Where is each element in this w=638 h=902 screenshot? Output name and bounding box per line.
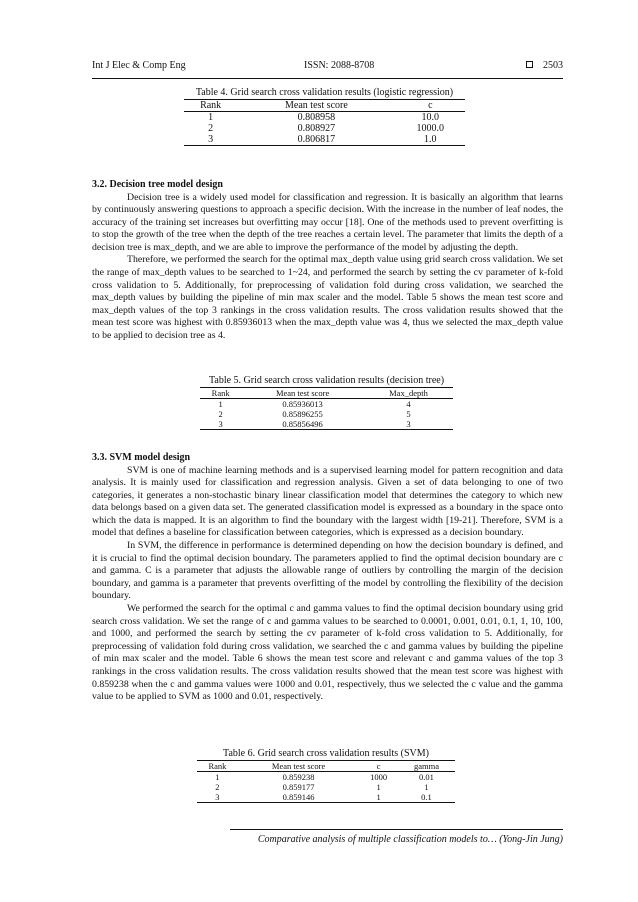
table-cell: 1000.0 — [416, 123, 445, 134]
table-cell: 3 — [200, 419, 241, 430]
table-row — [184, 123, 465, 134]
table-row — [197, 772, 455, 783]
table-cell: 1 — [359, 792, 398, 803]
table-cell: 3 — [364, 419, 453, 430]
section-3-2-heading: 3.2. Decision tree model design — [92, 179, 223, 190]
table-5-caption: Table 5. Grid search cross validation results (decision tree) — [208, 375, 445, 386]
table-cell: 1 — [215, 772, 220, 782]
table-cell: 0.1 — [398, 792, 455, 803]
table-cell: 0.808927 — [297, 123, 336, 134]
table-6-caption: Table 6. Grid search cross validation results (SVM) — [223, 748, 429, 759]
table-6-header-score: Mean test score — [238, 761, 359, 772]
section-3-3-heading: 3.3. SVM model design — [92, 452, 191, 463]
table-row — [200, 419, 453, 430]
table-cell: 0.859238 — [282, 772, 315, 782]
table-cell: 3 — [184, 134, 237, 146]
table-cell: 0.01 — [419, 772, 434, 782]
table-6-grid — [197, 760, 455, 803]
table-cell: 0.808958 — [297, 112, 336, 123]
table-cell: 2 — [215, 782, 220, 792]
table-row — [184, 112, 465, 124]
issn: ISSN: 2088-8708 — [304, 60, 375, 71]
journal-name: Int J Elec & Comp Eng — [92, 60, 186, 71]
table-4-grid — [184, 99, 465, 146]
footer-rule — [230, 829, 563, 830]
table-cell: 1000 — [370, 772, 388, 782]
table-cell: 0.859146 — [238, 792, 359, 803]
table-cell: 1 — [208, 112, 214, 123]
table-cell: 0.85856496 — [241, 419, 364, 430]
table-cell: 4 — [406, 399, 411, 409]
table-row — [197, 792, 455, 803]
table-cell: 2 — [218, 409, 223, 419]
table-cell: 10.0 — [421, 112, 440, 123]
paragraph: Decision tree is a widely used model for classification and regression. It is basically an algorithm that learns by continuously answering questions to approach a specific decision. With the increase in the number of leaf nodes, the accuracy of the training set increases but overfitting may occur [18]. One of the methods used to prevent overfitting is to stop the growth of the tree when the depth of the tree reaches a certain level. The parameter that limits the depth of a decision tree is max_depth, and we are able to improve the performance of the model by adjusting the depth. — [92, 191, 563, 253]
table-5-grid — [200, 387, 453, 430]
section-3-2 — [92, 179, 563, 343]
table-4 — [184, 86, 465, 146]
running-footer: Comparative analysis of multiple classification models to… (Yong-Jin Jung) — [257, 834, 563, 845]
table-cell: 1 — [376, 782, 381, 792]
table-row — [200, 399, 453, 410]
checkbox-icon — [526, 61, 533, 68]
paragraph: In SVM, the difference in performance is determined depending on how the decision boundary is defined, and it is crucial to find the optimal decision boundary. The parameters applied to find the optimal decision boundary are c and gamma. C is a parameter that adjusts the allowable range of outliers by controlling the margin of the decision boundary, and gamma is a parameter that prevents overfitting of the model by controlling the flexibility of the decision boundary. — [92, 540, 563, 602]
table-cell: 1 — [424, 782, 429, 792]
table-cell: 0.85896255 — [282, 409, 323, 419]
table-6-header-c: c — [359, 761, 398, 772]
table-5-header-score: Mean test score — [241, 388, 364, 399]
table-4-header-score: Mean test score — [237, 100, 395, 112]
table-cell: 1 — [218, 399, 223, 409]
table-row — [184, 134, 465, 146]
paragraph: We performed the search for the optimal c and gamma values to find the optimal decision boundary using grid search cross validation. We set the range of c and gamma values to be searched to 0.0001, 0.001, 0.01, 0.1, 1, 10, 100, and 1000, and performed the search by setting the cv parameter of k-fold cross validation to 5. Additionally, for preprocessing of validation fold during cross validation, we searched the c and gamma values by building the pipeline of min max scaler and the model. Table 6 shows the mean test score and relevant c and gamma values of the top 3 rankings in the cross validation results. The cross validation results showed that the mean test score was highest with 0.859238 when the c and gamma values were 1000 and 0.01, respectively, thus we selected the c value and the gamma value to be applied to SVM as 1000 and 0.01, respectively. — [92, 603, 563, 703]
paragraph: SVM is one of machine learning methods and is a supervised learning model for pattern recognition and data analysis. It is mainly used for classification and regression analysis. Given a set of data belonging to one of two categories, it generates a non-stochastic binary linear classification model that determines the category to which new data belongs based on a given data set. The generated classification model is expressed as a boundary in the space onto which the data is mapped. It is an algorithm to find the boundary with the largest width [19-21]. Therefore, SVM is a model that defines a baseline for classification between categories, which is expressed as a decision boundary. — [92, 464, 563, 539]
page-header — [92, 60, 563, 76]
page-number-group — [526, 60, 563, 71]
table-6-header-gamma: gamma — [398, 761, 455, 772]
table-row — [197, 782, 455, 792]
header-rule — [92, 78, 563, 79]
table-cell: 3 — [197, 792, 238, 803]
table-cell: 0.85936013 — [282, 399, 323, 409]
table-cell: 0.859177 — [282, 782, 315, 792]
table-cell: 2 — [208, 123, 214, 134]
table-cell: 0.806817 — [237, 134, 395, 146]
table-6 — [197, 747, 455, 803]
table-4-header-rank: Rank — [184, 100, 237, 112]
table-cell: 5 — [406, 409, 411, 419]
table-5-header-rank: Rank — [200, 388, 241, 399]
page-number: 2503 — [543, 60, 563, 71]
table-row — [200, 409, 453, 419]
table-5 — [200, 374, 453, 430]
paragraph: Therefore, we performed the search for the optimal max_depth value using grid search cross validation. We set the range of max_depth values to be searched to 1~24, and performed the search by setting the cv parameter of k-fold cross validation to 5. Additionally, for preprocessing of validation fold during cross validation, we searched the max_depth values by building the pipeline of min max scaler and the model. Table 5 shows the mean test score and max_depth values of the top 3 rankings in the cross validation results. The cross validation results showed that the mean test score was highest with 0.85936013 when the max_depth value was 4, thus we selected the max_depth value to be applied to decision tree as 4. — [92, 254, 563, 342]
table-5-header-max-depth: Max_depth — [364, 388, 453, 399]
section-3-3 — [92, 452, 563, 704]
table-4-header-c: c — [396, 100, 465, 112]
table-cell: 1.0 — [396, 134, 465, 146]
table-4-caption: Table 4. Grid search cross validation results (logistic regression) — [195, 87, 454, 98]
table-6-header-rank: Rank — [197, 761, 238, 772]
